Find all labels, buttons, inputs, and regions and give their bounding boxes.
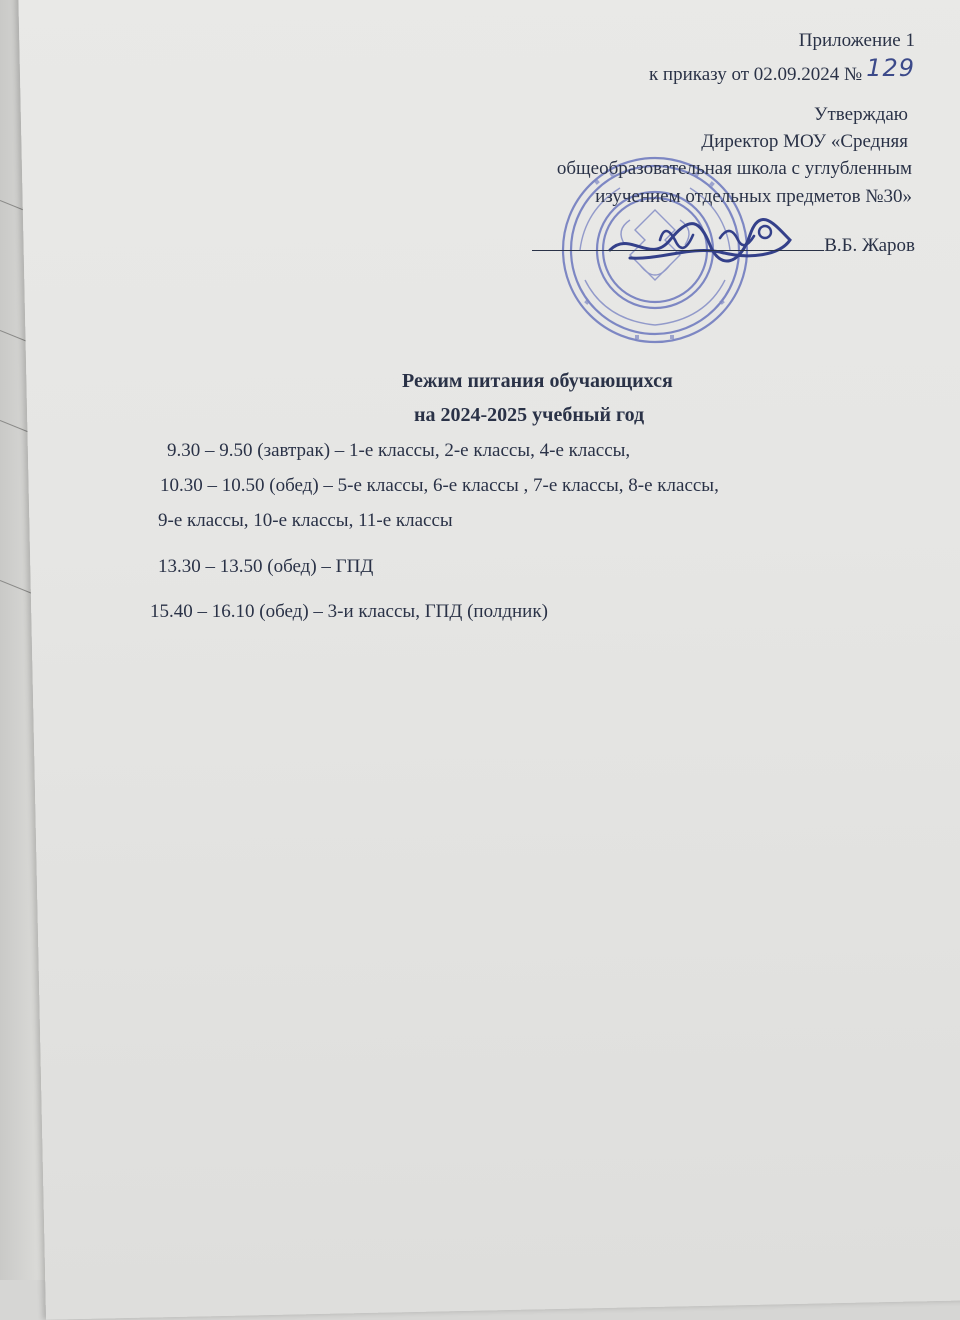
signatory-name: В.Б. Жаров	[824, 235, 915, 256]
approve-label: Утверждаю	[814, 104, 908, 125]
schedule-line: 9.30 – 9.50 (завтрак) – 1-е классы, 2-е классы, 4-е классы,	[167, 440, 631, 461]
signature-line	[532, 232, 915, 257]
document-title-line2: на 2024-2025 учебный год	[414, 404, 645, 426]
order-reference-text: к приказу от 02.09.2024 №	[648, 64, 863, 85]
director-title-line3: изучением отдельных предметов №30»	[595, 186, 912, 207]
schedule-line: 9-е классы, 10-е классы, 11-е классы	[158, 510, 453, 531]
schedule-line: 10.30 – 10.50 (обед) – 5-е классы, 6-е классы , 7-е классы, 8-е классы,	[160, 475, 719, 496]
schedule-line: 15.40 – 16.10 (обед) – 3-и классы, ГПД (полдник)	[150, 601, 548, 622]
director-title-line2: общеобразовательная школа с углубленным	[556, 158, 912, 179]
director-title-line1: Директор МОУ «Средняя	[701, 131, 908, 152]
signature-underline	[532, 232, 824, 251]
order-reference	[648, 54, 915, 86]
appendix-label: Приложение 1	[798, 30, 915, 51]
schedule-line: 13.30 – 13.50 (обед) – ГПД	[158, 556, 374, 577]
order-number-handwritten: 129	[866, 54, 915, 82]
document-title-line1: Режим питания обучающихся	[402, 370, 673, 392]
